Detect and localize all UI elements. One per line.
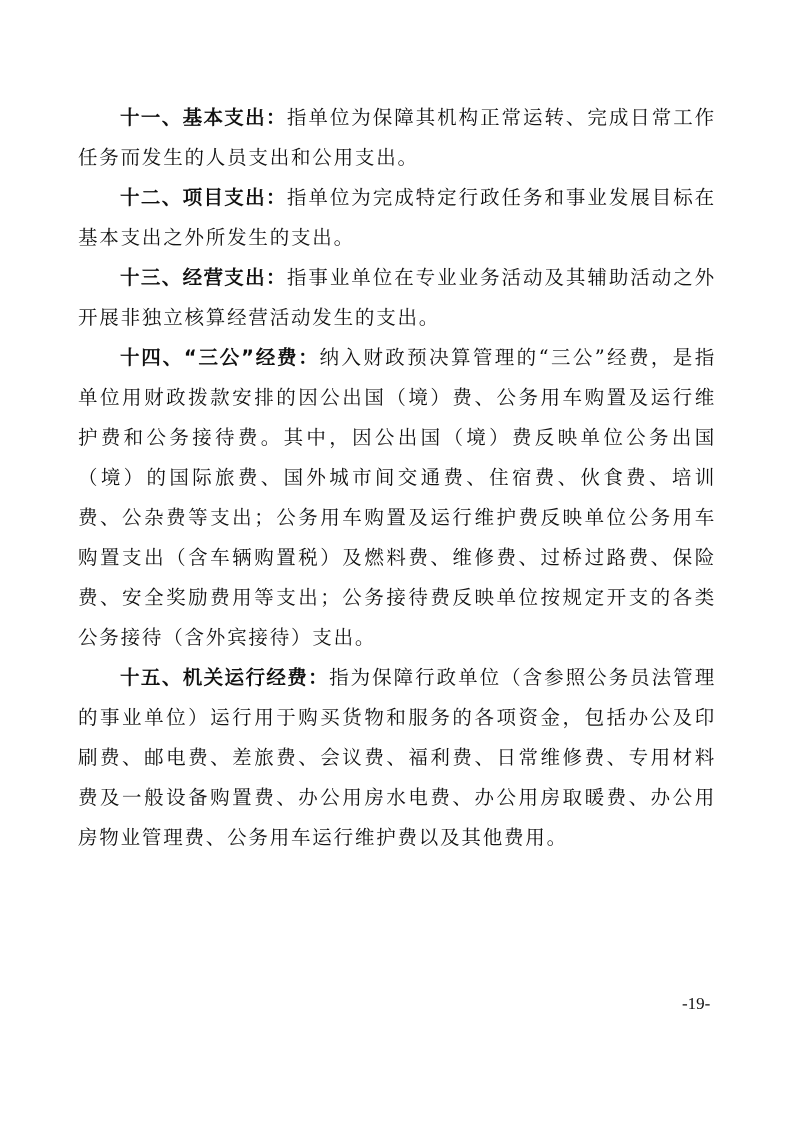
definition-paragraph-14: [78, 338, 716, 658]
definition-paragraph-12: [78, 178, 716, 258]
definition-term: 十四、“三公”经费：: [120, 346, 320, 369]
definition-text: 指为保障行政单位（含参照公务员法管理的事业单位）运行用于购买货物和服务的各项资金，包括办公及印刷费、邮电费、差旅费、会议费、福利费、日常维修费、专用材料费及一般设备购置费、办公用房水电费、办公用房取暖费、办公用房物业管理费、公务用车运行维护费以及其他费用。: [78, 666, 716, 849]
definition-term: 十三、经营支出：: [120, 266, 287, 289]
definition-text: 指事业单位在专业业务活动及其辅助活动之外开展非独立核算经营活动发生的支出。: [78, 266, 716, 329]
definition-paragraph-15: [78, 658, 716, 858]
definition-paragraph-11: [78, 98, 716, 178]
definition-text: 指单位为完成特定行政任务和事业发展目标在基本支出之外所发生的支出。: [78, 186, 716, 249]
definition-term: 十二、项目支出：: [120, 186, 287, 209]
page-number: -19-: [682, 994, 711, 1013]
definition-term: 十一、基本支出：: [120, 106, 287, 129]
definition-term: 十五、机关运行经费：: [120, 666, 330, 689]
definition-text: 纳入财政预决算管理的“三公”经费，是指单位用财政拨款安排的因公出国（境）费、公务用车购置及运行维护费和公务接待费。其中，因公出国（境）费反映单位公务出国（境）的国际旅费、国外城市间交通费、住宿费、伙食费、培训费、公杂费等支出；公务用车购置及运行维护费反映单位公务用车购置支出（含车辆购置税）及燃料费、维修费、过桥过路费、保险费、安全奖励费用等支出；公务接待费反映单位按规定开支的各类公务接待（含外宾接待）支出。: [78, 346, 716, 649]
definition-text: 指单位为保障其机构正常运转、完成日常工作任务而发生的人员支出和公用支出。: [78, 106, 716, 169]
document-body: [78, 98, 716, 858]
definition-paragraph-13: [78, 258, 716, 338]
